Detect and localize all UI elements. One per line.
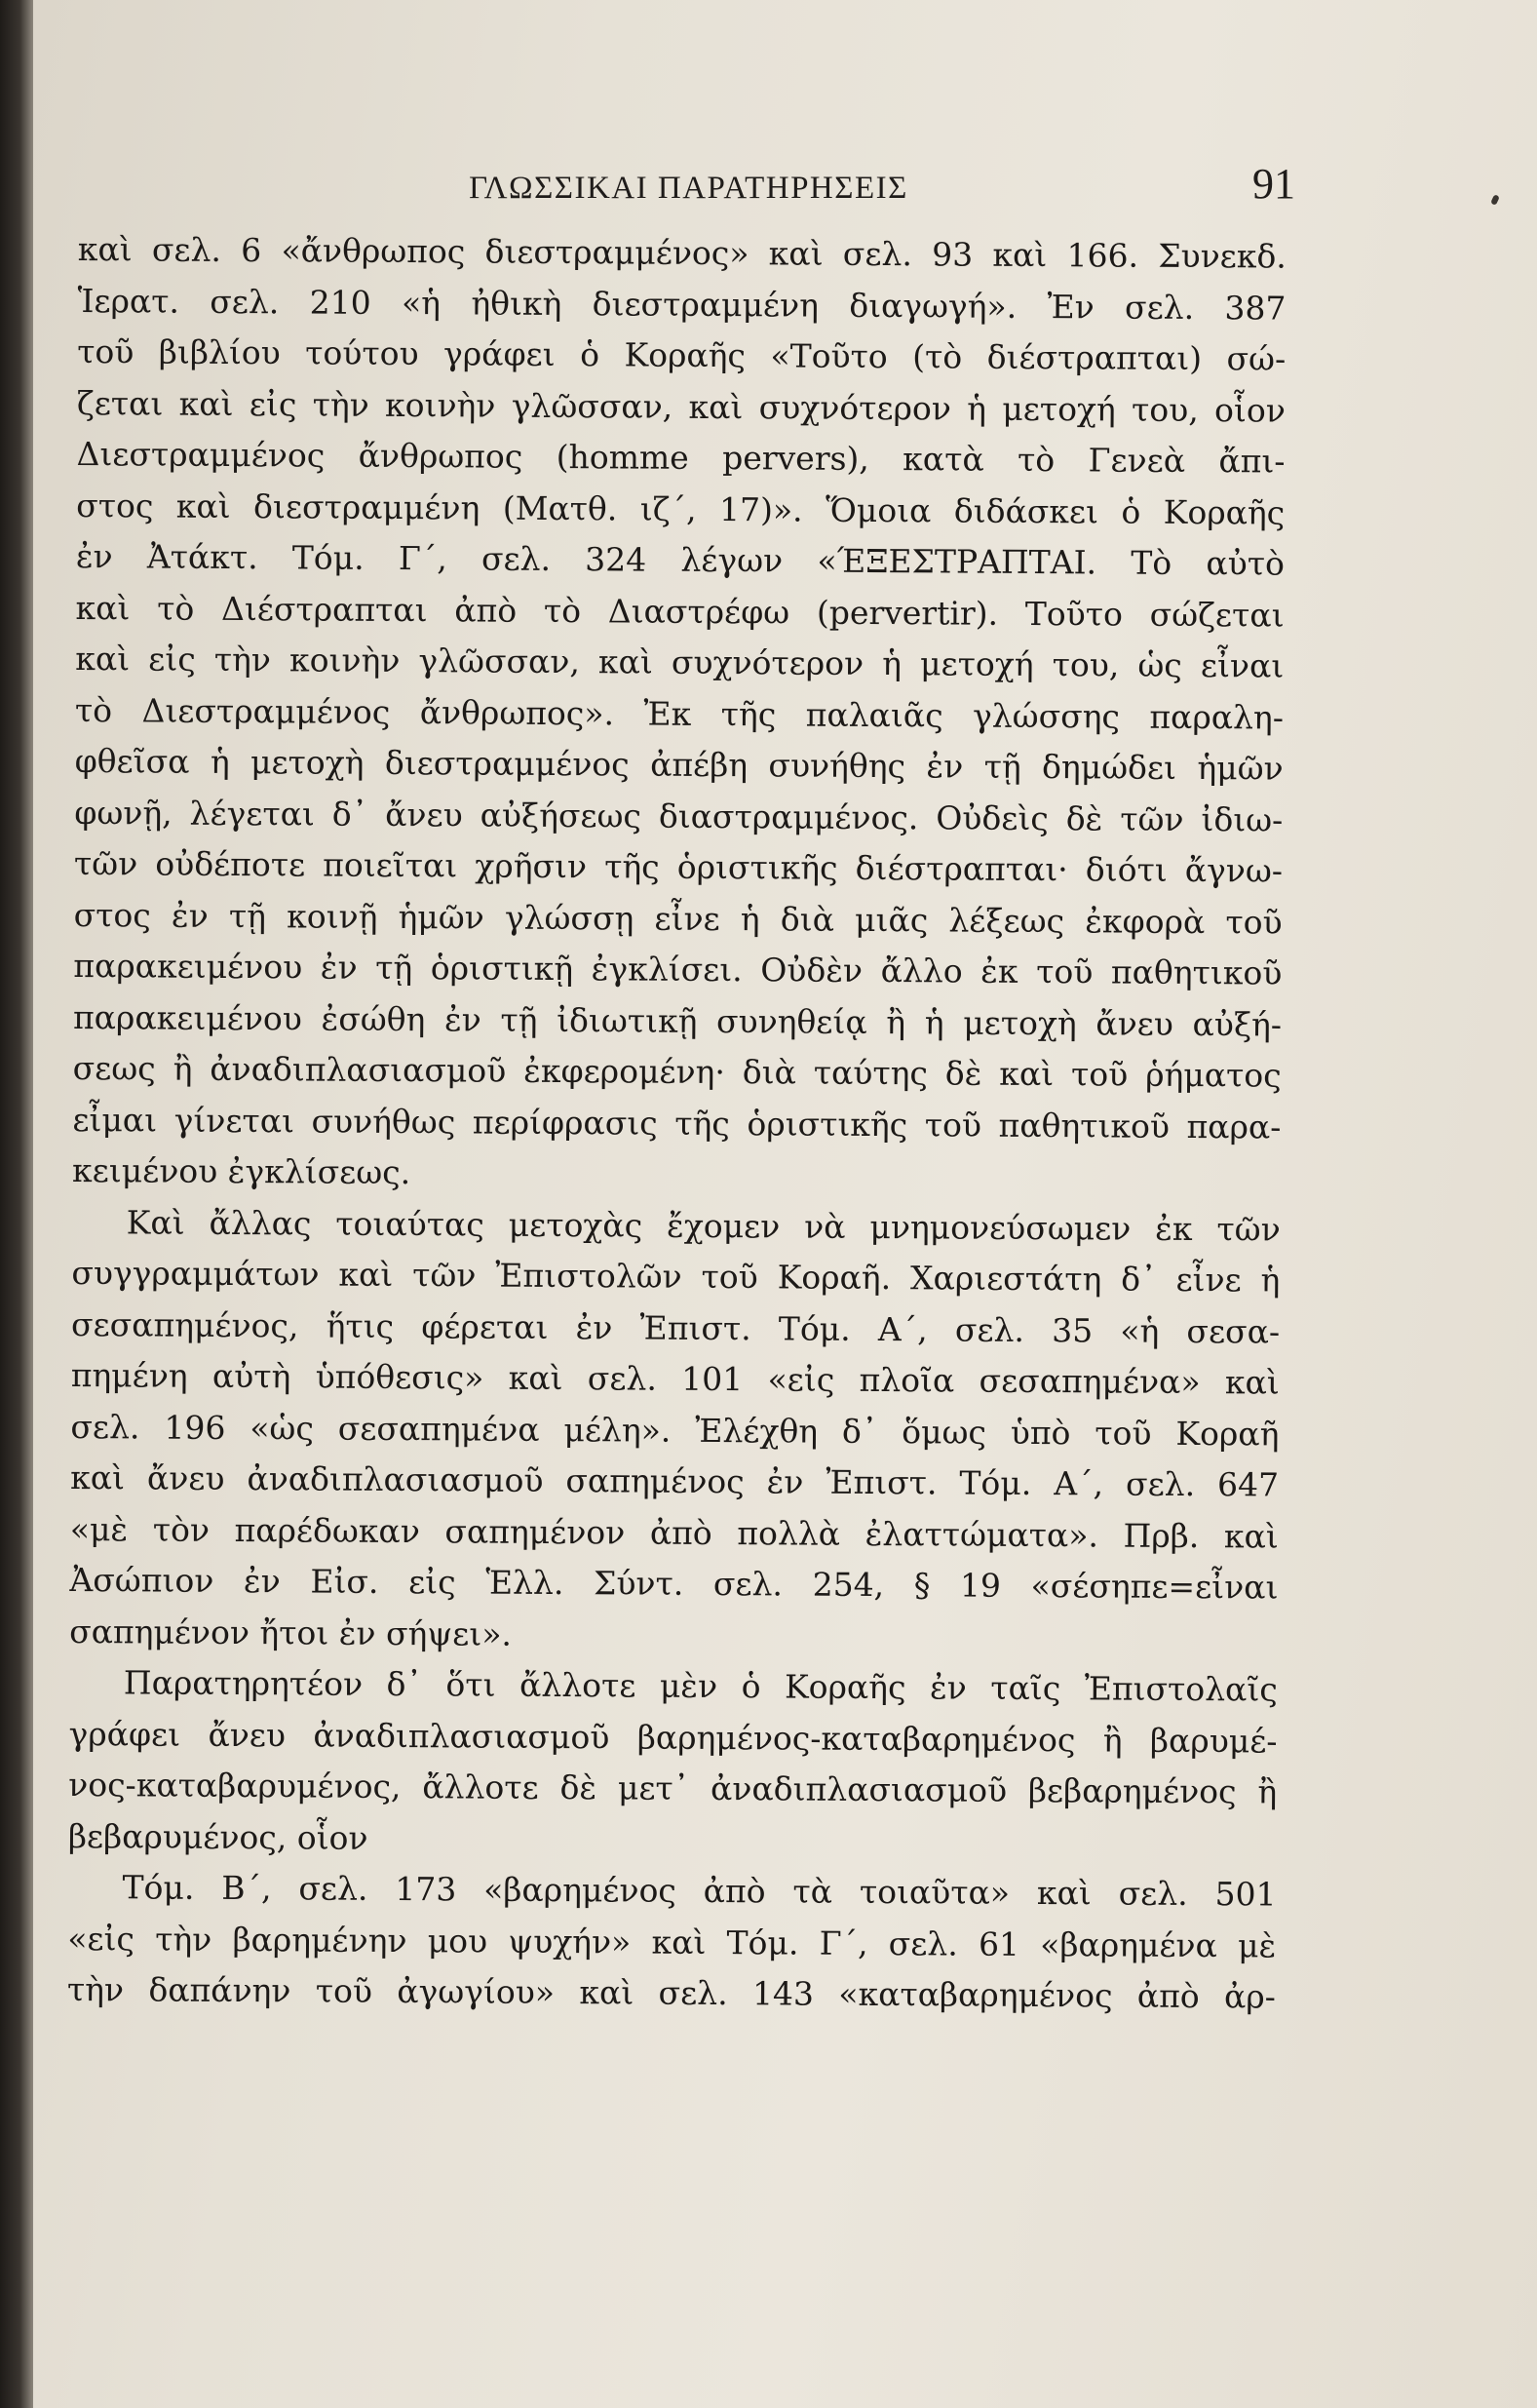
text-line: τοῦ βιβλίου τούτου γράφει ὁ Κοραῆς «Τοῦτο (τὸ διέστραπται) σώ- [77, 331, 1287, 378]
text-line: ἐν Ἀτάκτ. Τόμ. Γ΄, σελ. 324 λέγων «ΈΞΕΣΤΡΑΠΤΑΙ. Τὸ αὐτὸ [75, 536, 1286, 583]
paragraph-end-line: σαπημένον ἤτοι ἐν σήψει». [69, 1612, 513, 1653]
text-line: Ἀσώπιον ἐν Εἰσ. εἰς Ἑλλ. Σύντ. σελ. 254, § 19 «σέσηπε=εἶναι [69, 1560, 1279, 1607]
text-line: φθεῖσα ἡ μετοχὴ διεστραμμένος ἀπέβη συνήθης ἐν τῇ δημώδει ἡμῶν [74, 741, 1284, 788]
text-line: «μὲ τὸν παρέδωκαν σαπημένον ἀπὸ πολλὰ ἐλαττώματα». Πρβ. καὶ [69, 1509, 1279, 1556]
text-line: φωνῇ, λέγεται δ᾽ ἄνευ αὐξήσεως διαστραμμένος. Οὐδεὶς δὲ τῶν ἰδιω- [74, 793, 1284, 839]
paragraph-start-line: Καὶ ἄλλας τοιαύτας μετοχὰς ἔχομεν νὰ μνημονεύσωμεν ἐκ τῶν [126, 1202, 1281, 1249]
body-text [67, 224, 1287, 2023]
paragraph-start-line: Τόμ. Β΄, σελ. 173 «βαρημένος ἀπὸ τὰ τοιαῦτα» καὶ σελ. 501 [122, 1868, 1277, 1914]
text-line: καὶ ἄνευ ἀναδιπλασιασμοῦ σαπημένος ἐν Ἐπιστ. Τόμ. Α΄, σελ. 647 [70, 1457, 1280, 1504]
text-line: σελ. 196 «ὡς σεσαπημένα μέλη». Ἐλέχθη δ᾽ ὅμως ὑπὸ τοῦ Κοραῆ [70, 1407, 1280, 1454]
text-line: Ἱερατ. σελ. 210 «ἡ ἠθικὴ διεστραμμένη διαγωγή». Ἐν σελ. 387 [77, 281, 1287, 328]
book-page [33, 0, 1537, 2408]
text-line: στος καὶ διεστραμμένη (Ματθ. ιζ΄, 17)». Ὅμοια διδάσκει ὁ Κοραῆς [76, 485, 1286, 532]
paragraph-start-line: Παρατηρητέον δ᾽ ὅτι ἄλλοτε μὲν ὁ Κοραῆς ἐν ταῖς Ἐπιστολαῖς [123, 1663, 1278, 1709]
text-line: τὴν δαπάνην τοῦ ἀγωγίου» καὶ σελ. 143 «καταβαρημένος ἀπὸ ἀρ- [66, 1969, 1277, 2016]
text-line: νος-καταβαρυμένος, ἄλλοτε δὲ μετ᾽ ἀναδιπλασιασμοῦ βεβαρημένος ἢ [68, 1765, 1278, 1811]
text-line: παρακειμένου ἐσώθη ἐν τῇ ἰδιωτικῇ συνηθείᾳ ἢ ἡ μετοχὴ ἄνευ αὐξή- [72, 997, 1283, 1044]
paragraph-end-line: κειμένου ἐγκλίσεως. [71, 1150, 411, 1192]
text-line: σεως ἢ ἀναδιπλασιασμοῦ ἐκφερομένη· διὰ ταύτης δὲ καὶ τοῦ ῥήματος [72, 1048, 1282, 1095]
ink-speck [1490, 194, 1500, 206]
text-line: γράφει ἄνευ ἀναδιπλασιασμοῦ βαρημένος-καταβαρημένος ἢ βαρυμέ- [68, 1714, 1278, 1761]
text-line: στος ἐν τῇ κοινῇ ἡμῶν γλώσσῃ εἶνε ἡ διὰ μιᾶς λέξεως ἐκφορὰ τοῦ [73, 895, 1283, 942]
text-line: παρακειμένου ἐν τῇ ὁριστικῇ ἐγκλίσει. Οὐδὲν ἄλλο ἐκ τοῦ παθητικοῦ [73, 946, 1283, 992]
text-line: εἶμαι γίνεται συνήθως περίφρασις τῆς ὁριστικῆς τοῦ παθητικοῦ παρα- [72, 1100, 1282, 1146]
text-line: τῶν οὐδέποτε ποιεῖται χρῆσιν τῆς ὁριστικῆς διέστραπται· διότι ἄγνω- [73, 843, 1284, 890]
text-line: πημένη αὐτὴ ὑπόθεσις» καὶ σελ. 101 «εἰς πλοῖα σεσαπημένα» καὶ [70, 1355, 1280, 1402]
running-title: ΓΛΩΣΣΙΚΑΙ ΠΑΡΑΤΗΡΗΣΕΙΣ [469, 171, 908, 206]
page-header [92, 159, 1295, 217]
book-spine-shadow [0, 0, 33, 2408]
text-line: συγγραμμάτων καὶ τῶν Ἐπιστολῶν τοῦ Κοραῆ. Χαριεστάτη δ᾽ εἶνε ἡ [71, 1253, 1281, 1300]
paragraph-end-line: βεβαρυμένος, οἷον [67, 1816, 368, 1857]
page-number: 91 [1252, 160, 1295, 208]
text-line: καὶ σελ. 6 «ἄνθρωπος διεστραμμένος» καὶ σελ. 93 καὶ 166. Συνεκδ. [77, 229, 1287, 276]
text-line: «εἰς τὴν βαρημένην μου ψυχήν» καὶ Τόμ. Γ΄, σελ. 61 «βαρημένα μὲ [67, 1919, 1277, 1965]
text-line: ζεται καὶ εἰς τὴν κοινὴν γλῶσσαν, καὶ συχνότερον ἡ μετοχή του, οἷον [76, 383, 1286, 430]
text-line: καὶ τὸ Διέστραπται ἀπὸ τὸ Διαστρέφω (pervertir). Τοῦτο σώζεται [75, 588, 1285, 635]
text-line: καὶ εἰς τὴν κοινὴν γλῶσσαν, καὶ συχνότερον ἡ μετοχή του, ὡς εἶναι [75, 639, 1285, 685]
text-line: σεσαπημένος, ἥτις φέρεται ἐν Ἐπιστ. Τόμ. Α΄, σελ. 35 «ἡ σεσα- [70, 1304, 1281, 1351]
text-line: Διεστραμμένος ἄνθρωπος (homme pervers), κατὰ τὸ Γενεὰ ἄπι- [76, 434, 1286, 481]
text-line: τὸ Διεστραμμένος ἄνθρωπος». Ἐκ τῆς παλαιᾶς γλώσσης παραλη- [74, 690, 1285, 737]
